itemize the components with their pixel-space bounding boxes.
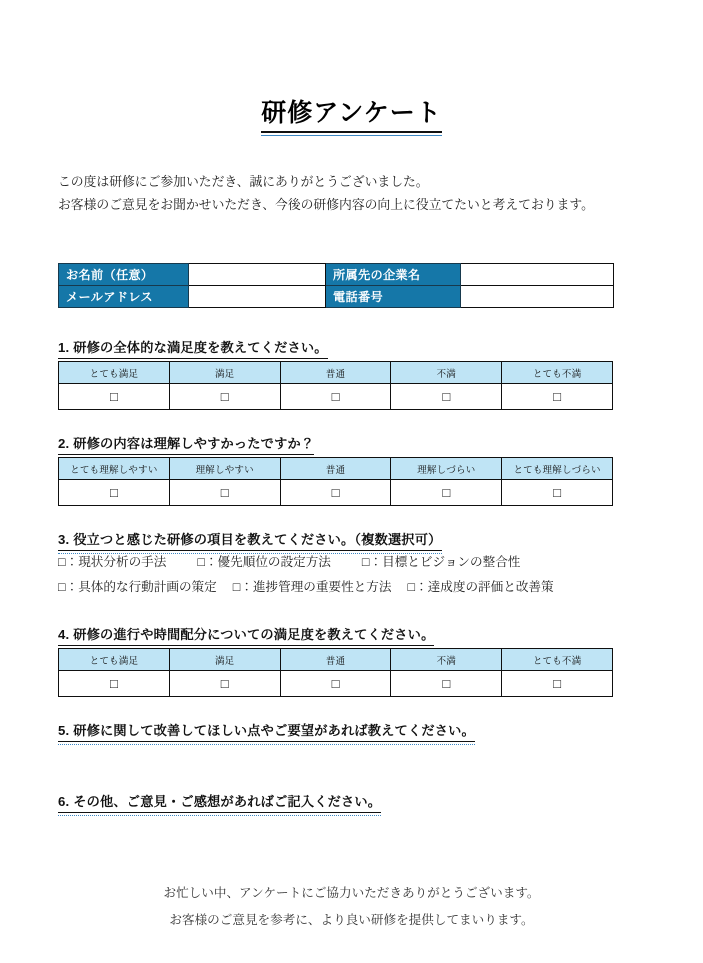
table-row <box>59 671 613 697</box>
q1-option-label-0: とても満足 <box>59 362 170 384</box>
email-label: メールアドレス <box>59 286 189 308</box>
page-title: 研修アンケート <box>261 98 442 133</box>
q4-checkbox-0[interactable]: □ <box>59 671 170 697</box>
table-header-row <box>59 649 613 671</box>
question-2-heading: 2. 研修の内容は理解しやすかったですか？ <box>58 433 314 455</box>
q4-option-label-3: 不満 <box>391 649 502 671</box>
q2-option-label-0: とても理解しやすい <box>59 458 170 480</box>
intro-line-2: お客様のご意見をお聞かせいただき、今後の研修内容の向上に役立てたいと考えております。 <box>58 197 594 212</box>
question-1-rating-table <box>58 361 613 410</box>
q2-option-label-3: 理解しづらい <box>391 458 502 480</box>
company-input[interactable] <box>461 264 614 286</box>
phone-label: 電話番号 <box>326 286 461 308</box>
q3-option-5[interactable]: □：達成度の評価と改善策 <box>407 580 554 594</box>
question-1-heading: 1. 研修の全体的な満足度を教えてください。 <box>58 337 328 359</box>
footer-line-1: お忙しい中、アンケートにご協力いただきありがとうございます。 <box>163 886 540 900</box>
question-5-heading: 5. 研修に関して改善してほしい点やご要望があれば教えてください。 <box>58 720 475 742</box>
q4-checkbox-4[interactable]: □ <box>502 671 613 697</box>
phone-input[interactable] <box>461 286 614 308</box>
q1-option-label-2: 普通 <box>280 362 391 384</box>
name-label: お名前（任意） <box>59 264 189 286</box>
intro-line-1: この度は研修にご参加いただき、誠にありがとうございました。 <box>58 174 429 189</box>
q2-option-label-2: 普通 <box>280 458 391 480</box>
q3-option-0[interactable]: □：現状分析の手法 <box>58 555 167 569</box>
q1-option-label-1: 満足 <box>169 362 280 384</box>
question-3-options-row-1 <box>58 550 554 575</box>
question-3-heading: 3. 役立つと感じた研修の項目を教えてください。（複数選択可） <box>58 529 442 551</box>
q4-checkbox-1[interactable]: □ <box>169 671 280 697</box>
q3-option-2[interactable]: □：目標とビジョンの整合性 <box>361 555 521 569</box>
q1-checkbox-4[interactable]: □ <box>502 384 613 410</box>
q4-option-label-0: とても満足 <box>59 649 170 671</box>
q4-option-label-1: 満足 <box>169 649 280 671</box>
question-4-heading: 4. 研修の進行や時間配分についての満足度を教えてください。 <box>58 624 434 646</box>
q2-checkbox-1[interactable]: □ <box>169 480 280 506</box>
q1-checkbox-0[interactable]: □ <box>59 384 170 410</box>
question-5-answer-area[interactable] <box>58 745 613 790</box>
question-3-options-row-2 <box>58 575 554 600</box>
table-row <box>59 286 614 308</box>
table-header-row <box>59 458 613 480</box>
q2-checkbox-0[interactable]: □ <box>59 480 170 506</box>
footer-line-2: お客様のご意見を参考に、より良い研修を提供してまいります。 <box>169 913 534 927</box>
q2-option-label-4: とても理解しづらい <box>502 458 613 480</box>
q1-checkbox-2[interactable]: □ <box>280 384 391 410</box>
q3-option-3[interactable]: □：具体的な行動計画の策定 <box>58 580 217 594</box>
q4-checkbox-3[interactable]: □ <box>391 671 502 697</box>
question-4-rating-table <box>58 648 613 697</box>
q4-checkbox-2[interactable]: □ <box>280 671 391 697</box>
page-title-container <box>0 98 703 133</box>
name-input[interactable] <box>189 264 326 286</box>
table-row <box>59 264 614 286</box>
q1-checkbox-1[interactable]: □ <box>169 384 280 410</box>
question-2-rating-table <box>58 457 613 506</box>
company-label: 所属先の企業名 <box>326 264 461 286</box>
q3-option-1[interactable]: □：優先順位の設定方法 <box>197 555 331 569</box>
question-3-options <box>58 550 554 600</box>
q4-option-label-4: とても不満 <box>502 649 613 671</box>
table-row <box>59 480 613 506</box>
q1-option-label-3: 不満 <box>391 362 502 384</box>
q1-checkbox-3[interactable]: □ <box>391 384 502 410</box>
q2-option-label-1: 理解しやすい <box>169 458 280 480</box>
email-input[interactable] <box>189 286 326 308</box>
table-row <box>59 384 613 410</box>
q1-option-label-4: とても不満 <box>502 362 613 384</box>
table-header-row <box>59 362 613 384</box>
q3-option-4[interactable]: □：進捗管理の重要性と方法 <box>232 580 392 594</box>
q4-option-label-2: 普通 <box>280 649 391 671</box>
contact-info-table <box>58 263 614 308</box>
question-6-answer-area[interactable] <box>58 816 613 866</box>
q2-checkbox-2[interactable]: □ <box>280 480 391 506</box>
intro-paragraph <box>58 170 638 216</box>
question-6-heading: 6. その他、ご意見・ご感想があればご記入ください。 <box>58 791 381 813</box>
q2-checkbox-4[interactable]: □ <box>502 480 613 506</box>
footer-message <box>0 880 703 934</box>
q2-checkbox-3[interactable]: □ <box>391 480 502 506</box>
